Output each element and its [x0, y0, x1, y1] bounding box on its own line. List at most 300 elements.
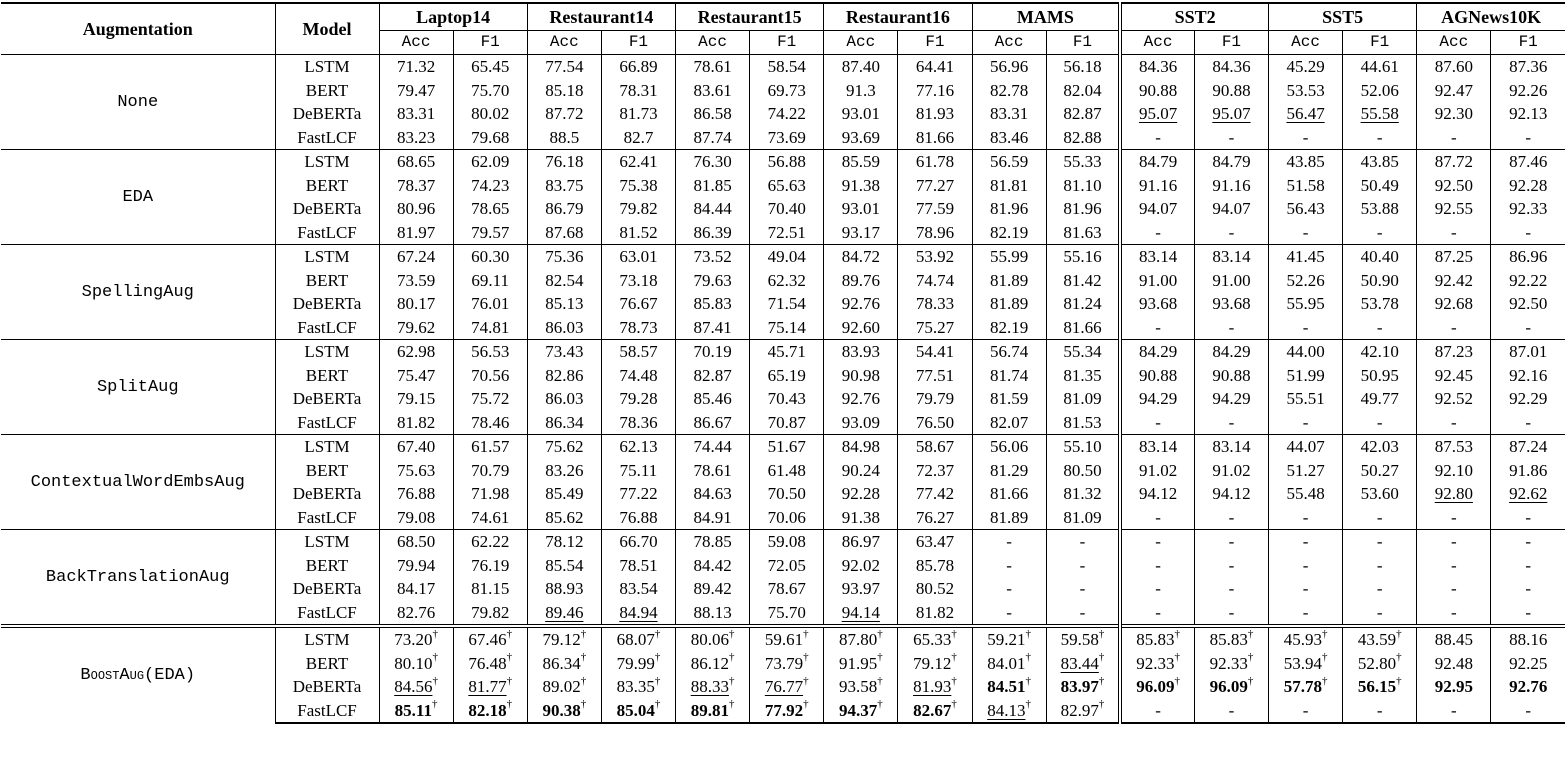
- score-value: 76.27: [915, 507, 955, 527]
- score-cell: [1194, 269, 1268, 293]
- score-cell: [972, 699, 1046, 724]
- score-value: 72.37: [915, 460, 955, 480]
- augmentation-method-name: SpellingAug: [81, 282, 194, 302]
- score-cell: [750, 197, 824, 221]
- score-cell: [379, 197, 453, 221]
- score-value: 70.50: [767, 484, 806, 504]
- score-value: 67.24: [396, 247, 436, 267]
- score-value: 55.34: [1063, 342, 1102, 362]
- metric-acc: Acc: [1269, 31, 1343, 55]
- significance-dagger: †: [654, 627, 661, 640]
- score-cell: [601, 126, 675, 150]
- score-value: 85.62: [545, 507, 584, 527]
- significance-dagger: †: [951, 651, 957, 664]
- score-cell: [379, 435, 453, 459]
- score-value: 59.08: [767, 532, 806, 552]
- score-value: 66.89: [619, 57, 658, 77]
- score-value: 76.50: [915, 412, 955, 432]
- significance-dagger: †: [1025, 698, 1031, 711]
- score-cell: [1046, 387, 1120, 411]
- score-value: 83.14: [1138, 437, 1178, 457]
- score-value: 82.04: [1063, 80, 1102, 100]
- score-value: 81.93: [913, 677, 952, 697]
- score-value: 55.95: [1286, 294, 1325, 314]
- score-cell: [824, 699, 898, 724]
- score-cell: [1120, 699, 1194, 724]
- score-cell: [1046, 530, 1120, 554]
- metric-f1: F1: [898, 31, 972, 55]
- score-cell: [676, 387, 750, 411]
- score-cell: [824, 126, 898, 150]
- score-cell: [1120, 459, 1194, 483]
- score-value: 91.16: [1212, 175, 1251, 195]
- score-cell: [379, 577, 453, 601]
- significance-dagger: †: [1247, 627, 1254, 640]
- score-value: 85.78: [915, 555, 955, 575]
- score-cell: [1194, 652, 1268, 676]
- score-value: 44.00: [1286, 342, 1325, 362]
- score-cell: [750, 482, 824, 506]
- score-value: 88.13: [693, 602, 732, 622]
- score-value: 61.48: [767, 460, 806, 480]
- score-cell: [527, 411, 601, 435]
- score-cell: [824, 316, 898, 340]
- score-value: 89.81: [690, 700, 729, 720]
- score-cell: [453, 79, 527, 103]
- score-value: 62.32: [767, 270, 806, 290]
- score-value: 77.22: [619, 484, 658, 504]
- score-value: 86.58: [693, 104, 732, 124]
- score-cell: [1417, 340, 1491, 364]
- metric-acc: Acc: [676, 31, 750, 55]
- score-value: 92.02: [841, 555, 880, 575]
- score-cell: [453, 340, 527, 364]
- score-cell: [453, 245, 527, 269]
- score-value: 54.41: [915, 342, 955, 362]
- significance-dagger: †: [951, 698, 957, 711]
- score-cell: [1417, 174, 1491, 198]
- score-cell: [1120, 316, 1194, 340]
- score-cell: [379, 554, 453, 578]
- score-value: -: [1376, 579, 1383, 599]
- score-value: 87.46: [1509, 152, 1548, 172]
- score-value: 92.76: [841, 294, 880, 314]
- metric-acc: Acc: [1417, 31, 1491, 55]
- score-cell: [824, 675, 898, 699]
- score-value: -: [1450, 532, 1457, 552]
- score-value: 86.79: [545, 199, 584, 219]
- significance-dagger: †: [654, 651, 661, 664]
- score-value: 71.98: [471, 484, 510, 504]
- results-table: [1, 2, 1565, 724]
- score-cell: [1194, 459, 1268, 483]
- augmentation-method-label: [1, 340, 275, 435]
- model-name: BERT: [275, 79, 379, 103]
- score-value: 81.82: [915, 602, 955, 622]
- score-value: 79.62: [396, 317, 436, 337]
- score-cell: [1046, 577, 1120, 601]
- header-dataset-restaurant15: Restaurant15: [676, 3, 824, 31]
- score-value: 87.23: [1434, 342, 1473, 362]
- score-cell: [1491, 601, 1565, 627]
- score-cell: [1491, 316, 1565, 340]
- score-cell: [750, 626, 824, 652]
- score-value: -: [1155, 127, 1161, 147]
- score-cell: [453, 482, 527, 506]
- score-value: 93.01: [841, 199, 880, 219]
- score-cell: [1343, 245, 1417, 269]
- score-value: 91.38: [841, 175, 880, 195]
- score-value: 43.85: [1360, 152, 1399, 172]
- score-value: 65.33: [913, 630, 952, 650]
- score-cell: [527, 675, 601, 699]
- score-value: 89.42: [693, 579, 732, 599]
- score-cell: [898, 245, 972, 269]
- score-cell: [1491, 482, 1565, 506]
- score-cell: [453, 269, 527, 293]
- score-value: 42.10: [1360, 342, 1399, 362]
- score-value: 71.32: [396, 57, 436, 77]
- score-cell: [453, 506, 527, 530]
- score-value: 81.29: [989, 460, 1029, 480]
- score-value: 94.12: [1138, 484, 1178, 504]
- score-value: -: [1006, 602, 1012, 622]
- score-value: 50.49: [1360, 175, 1399, 195]
- score-cell: [1269, 197, 1343, 221]
- score-cell: [527, 482, 601, 506]
- score-cell: [1120, 245, 1194, 269]
- score-value: 78.33: [915, 294, 955, 314]
- significance-dagger: †: [1098, 651, 1105, 664]
- model-name: LSTM: [275, 340, 379, 364]
- score-cell: [601, 601, 675, 627]
- score-value: -: [1450, 222, 1457, 242]
- score-cell: [750, 459, 824, 483]
- score-cell: [1343, 699, 1417, 724]
- score-value: 92.10: [1434, 460, 1473, 480]
- header-dataset-agnews10k: AGNews10K: [1417, 3, 1565, 31]
- score-value: 69.11: [471, 270, 509, 290]
- header-dataset-sst2: SST2: [1120, 3, 1268, 31]
- score-value: 76.88: [396, 484, 436, 504]
- augmentation-method-name: BackTranslationAug: [45, 567, 230, 587]
- score-cell: [898, 221, 972, 245]
- score-value: 74.44: [693, 437, 732, 457]
- score-value: 86.67: [693, 412, 732, 432]
- score-cell: [972, 387, 1046, 411]
- score-cell: [601, 506, 675, 530]
- score-value: -: [1228, 222, 1235, 242]
- score-cell: [750, 245, 824, 269]
- score-value: 81.73: [619, 104, 658, 124]
- metric-acc: Acc: [972, 31, 1046, 55]
- score-value: 91.16: [1138, 175, 1178, 195]
- header-dataset-mams: MAMS: [972, 3, 1120, 31]
- score-cell: [1417, 292, 1491, 316]
- score-cell: [1417, 652, 1491, 676]
- score-value: 81.89: [989, 507, 1029, 527]
- score-cell: [1417, 626, 1491, 652]
- score-cell: [1194, 482, 1268, 506]
- score-cell: [1269, 316, 1343, 340]
- score-cell: [1046, 316, 1120, 340]
- score-value: 87.01: [1509, 342, 1548, 362]
- score-cell: [1491, 269, 1565, 293]
- score-value: 83.14: [1212, 247, 1251, 267]
- score-cell: [1046, 150, 1120, 174]
- score-value: 53.60: [1360, 484, 1399, 504]
- score-value: 58.57: [619, 342, 658, 362]
- score-value: 62.09: [471, 152, 510, 172]
- score-cell: [972, 174, 1046, 198]
- score-cell: [1194, 699, 1268, 724]
- score-value: 95.07: [1138, 104, 1178, 124]
- significance-dagger: †: [877, 651, 883, 664]
- significance-dagger: †: [580, 627, 587, 640]
- score-cell: [379, 411, 453, 435]
- score-cell: [1417, 506, 1491, 530]
- score-value: 89.46: [545, 602, 584, 622]
- score-cell: [1046, 652, 1120, 676]
- score-value: 62.98: [396, 342, 436, 362]
- score-cell: [379, 601, 453, 627]
- score-cell: [601, 102, 675, 126]
- score-cell: [453, 221, 527, 245]
- score-value: 70.06: [767, 507, 806, 527]
- score-cell: [972, 435, 1046, 459]
- score-cell: [1120, 340, 1194, 364]
- significance-dagger: †: [506, 698, 513, 711]
- score-value: 84.63: [693, 484, 732, 504]
- significance-dagger: †: [1174, 675, 1180, 687]
- score-value: 77.16: [915, 80, 955, 100]
- significance-dagger: †: [1247, 651, 1254, 664]
- score-cell: [750, 364, 824, 388]
- score-cell: [972, 364, 1046, 388]
- score-value: 74.22: [767, 104, 806, 124]
- score-cell: [601, 482, 675, 506]
- score-value: -: [1228, 602, 1235, 622]
- score-value: 78.12: [545, 532, 584, 552]
- score-value: 50.27: [1360, 460, 1399, 480]
- score-cell: [1343, 675, 1417, 699]
- score-cell: [1194, 364, 1268, 388]
- score-cell: [601, 245, 675, 269]
- score-cell: [527, 699, 601, 724]
- score-cell: [1491, 626, 1565, 652]
- score-cell: [750, 126, 824, 150]
- score-cell: [1417, 150, 1491, 174]
- significance-dagger: †: [506, 627, 513, 640]
- score-cell: [824, 364, 898, 388]
- augmentation-method-label: [1, 435, 275, 530]
- score-cell: [1343, 55, 1417, 79]
- score-value: -: [1450, 579, 1457, 599]
- score-value: -: [1302, 222, 1309, 242]
- score-value: 82.19: [989, 222, 1029, 242]
- score-cell: [1120, 387, 1194, 411]
- score-cell: [1491, 699, 1565, 724]
- score-value: 92.16: [1509, 365, 1548, 385]
- score-cell: [1046, 459, 1120, 483]
- score-cell: [824, 554, 898, 578]
- score-value: 95.07: [1212, 104, 1251, 124]
- score-cell: [1269, 340, 1343, 364]
- score-cell: [898, 699, 972, 724]
- score-cell: [824, 411, 898, 435]
- score-cell: [1120, 675, 1194, 699]
- score-cell: [1491, 245, 1565, 269]
- score-cell: [1269, 675, 1343, 699]
- score-cell: [676, 530, 750, 554]
- score-cell: [1194, 340, 1268, 364]
- score-value: -: [1525, 222, 1532, 242]
- score-value: 91.38: [841, 507, 880, 527]
- model-name: BERT: [275, 269, 379, 293]
- augmentation-method-label: [1, 245, 275, 340]
- score-cell: [1417, 530, 1491, 554]
- score-cell: [379, 340, 453, 364]
- score-value: 55.58: [1360, 104, 1399, 124]
- score-cell: [379, 126, 453, 150]
- score-value: -: [1376, 602, 1383, 622]
- score-value: -: [1228, 532, 1235, 552]
- score-value: 77.54: [545, 57, 584, 77]
- score-cell: [1269, 652, 1343, 676]
- score-value: 92.33: [1136, 653, 1175, 673]
- model-name: BERT: [275, 459, 379, 483]
- score-value: 93.69: [841, 127, 880, 147]
- score-cell: [750, 411, 824, 435]
- score-value: -: [1228, 579, 1235, 599]
- score-cell: [1120, 174, 1194, 198]
- score-cell: [601, 387, 675, 411]
- score-value: 65.45: [471, 57, 510, 77]
- score-cell: [1046, 269, 1120, 293]
- score-cell: [601, 55, 675, 79]
- score-value: 74.48: [619, 365, 658, 385]
- score-cell: [601, 554, 675, 578]
- table-row: [1, 626, 1565, 652]
- significance-dagger: †: [1174, 651, 1180, 664]
- score-cell: [1269, 699, 1343, 724]
- score-cell: [379, 245, 453, 269]
- score-cell: [1343, 102, 1417, 126]
- score-value: 52.06: [1360, 80, 1399, 100]
- score-value: 73.79: [764, 653, 804, 673]
- score-cell: [824, 530, 898, 554]
- score-value: 81.66: [989, 484, 1029, 504]
- score-value: 70.19: [693, 342, 732, 362]
- score-cell: [1491, 340, 1565, 364]
- score-cell: [898, 79, 972, 103]
- score-cell: [1417, 387, 1491, 411]
- score-value: 83.46: [989, 127, 1029, 147]
- model-name: LSTM: [275, 435, 379, 459]
- score-cell: [972, 577, 1046, 601]
- significance-dagger: †: [1396, 627, 1402, 640]
- score-value: -: [1079, 602, 1086, 622]
- score-cell: [750, 269, 824, 293]
- score-value: 92.25: [1509, 653, 1548, 673]
- score-cell: [750, 506, 824, 530]
- score-value: 92.52: [1434, 389, 1473, 409]
- table-row: [1, 530, 1565, 554]
- score-cell: [1046, 126, 1120, 150]
- score-value: 75.14: [767, 317, 806, 337]
- score-cell: [1343, 269, 1417, 293]
- score-value: 44.61: [1360, 57, 1399, 77]
- score-cell: [1491, 459, 1565, 483]
- score-value: -: [1228, 555, 1235, 575]
- score-cell: [527, 197, 601, 221]
- score-cell: [453, 292, 527, 316]
- score-cell: [379, 530, 453, 554]
- score-value: 82.54: [545, 270, 584, 290]
- metric-f1: F1: [601, 31, 675, 55]
- significance-dagger: †: [1098, 698, 1105, 711]
- score-value: 49.04: [767, 247, 806, 267]
- score-cell: [750, 292, 824, 316]
- score-value: -: [1376, 127, 1383, 147]
- score-cell: [453, 55, 527, 79]
- score-cell: [1046, 221, 1120, 245]
- score-value: 67.46: [468, 630, 507, 650]
- score-cell: [1269, 126, 1343, 150]
- score-value: 85.11: [394, 700, 432, 720]
- score-value: -: [1525, 317, 1532, 337]
- score-cell: [1417, 699, 1491, 724]
- score-value: 91.02: [1138, 460, 1178, 480]
- score-value: 82.87: [1063, 104, 1102, 124]
- score-value: 52.80: [1357, 653, 1397, 673]
- score-value: -: [1376, 555, 1383, 575]
- score-cell: [824, 482, 898, 506]
- score-cell: [750, 102, 824, 126]
- score-value: 83.97: [1060, 677, 1099, 697]
- score-cell: [1194, 174, 1268, 198]
- score-cell: [601, 174, 675, 198]
- score-cell: [1417, 55, 1491, 79]
- score-value: 88.45: [1434, 630, 1473, 650]
- score-cell: [1194, 150, 1268, 174]
- significance-dagger: †: [803, 698, 809, 711]
- score-cell: [1269, 435, 1343, 459]
- score-value: 50.90: [1360, 270, 1399, 290]
- score-cell: [453, 626, 527, 652]
- score-cell: [379, 482, 453, 506]
- score-cell: [1417, 221, 1491, 245]
- score-cell: [601, 577, 675, 601]
- score-cell: [601, 150, 675, 174]
- score-value: -: [1155, 317, 1161, 337]
- model-name: DeBERTa: [275, 197, 379, 221]
- header-row-datasets: [1, 3, 1565, 31]
- score-value: -: [1525, 602, 1532, 622]
- score-cell: [527, 174, 601, 198]
- score-cell: [527, 150, 601, 174]
- score-value: 59.58: [1060, 630, 1099, 650]
- score-cell: [601, 340, 675, 364]
- score-value: 78.67: [767, 579, 806, 599]
- score-cell: [676, 435, 750, 459]
- score-cell: [1194, 126, 1268, 150]
- score-value: 73.59: [396, 270, 436, 290]
- score-cell: [898, 292, 972, 316]
- significance-dagger: †: [951, 675, 957, 687]
- score-value: 81.42: [1063, 270, 1102, 290]
- score-value: -: [1302, 555, 1309, 575]
